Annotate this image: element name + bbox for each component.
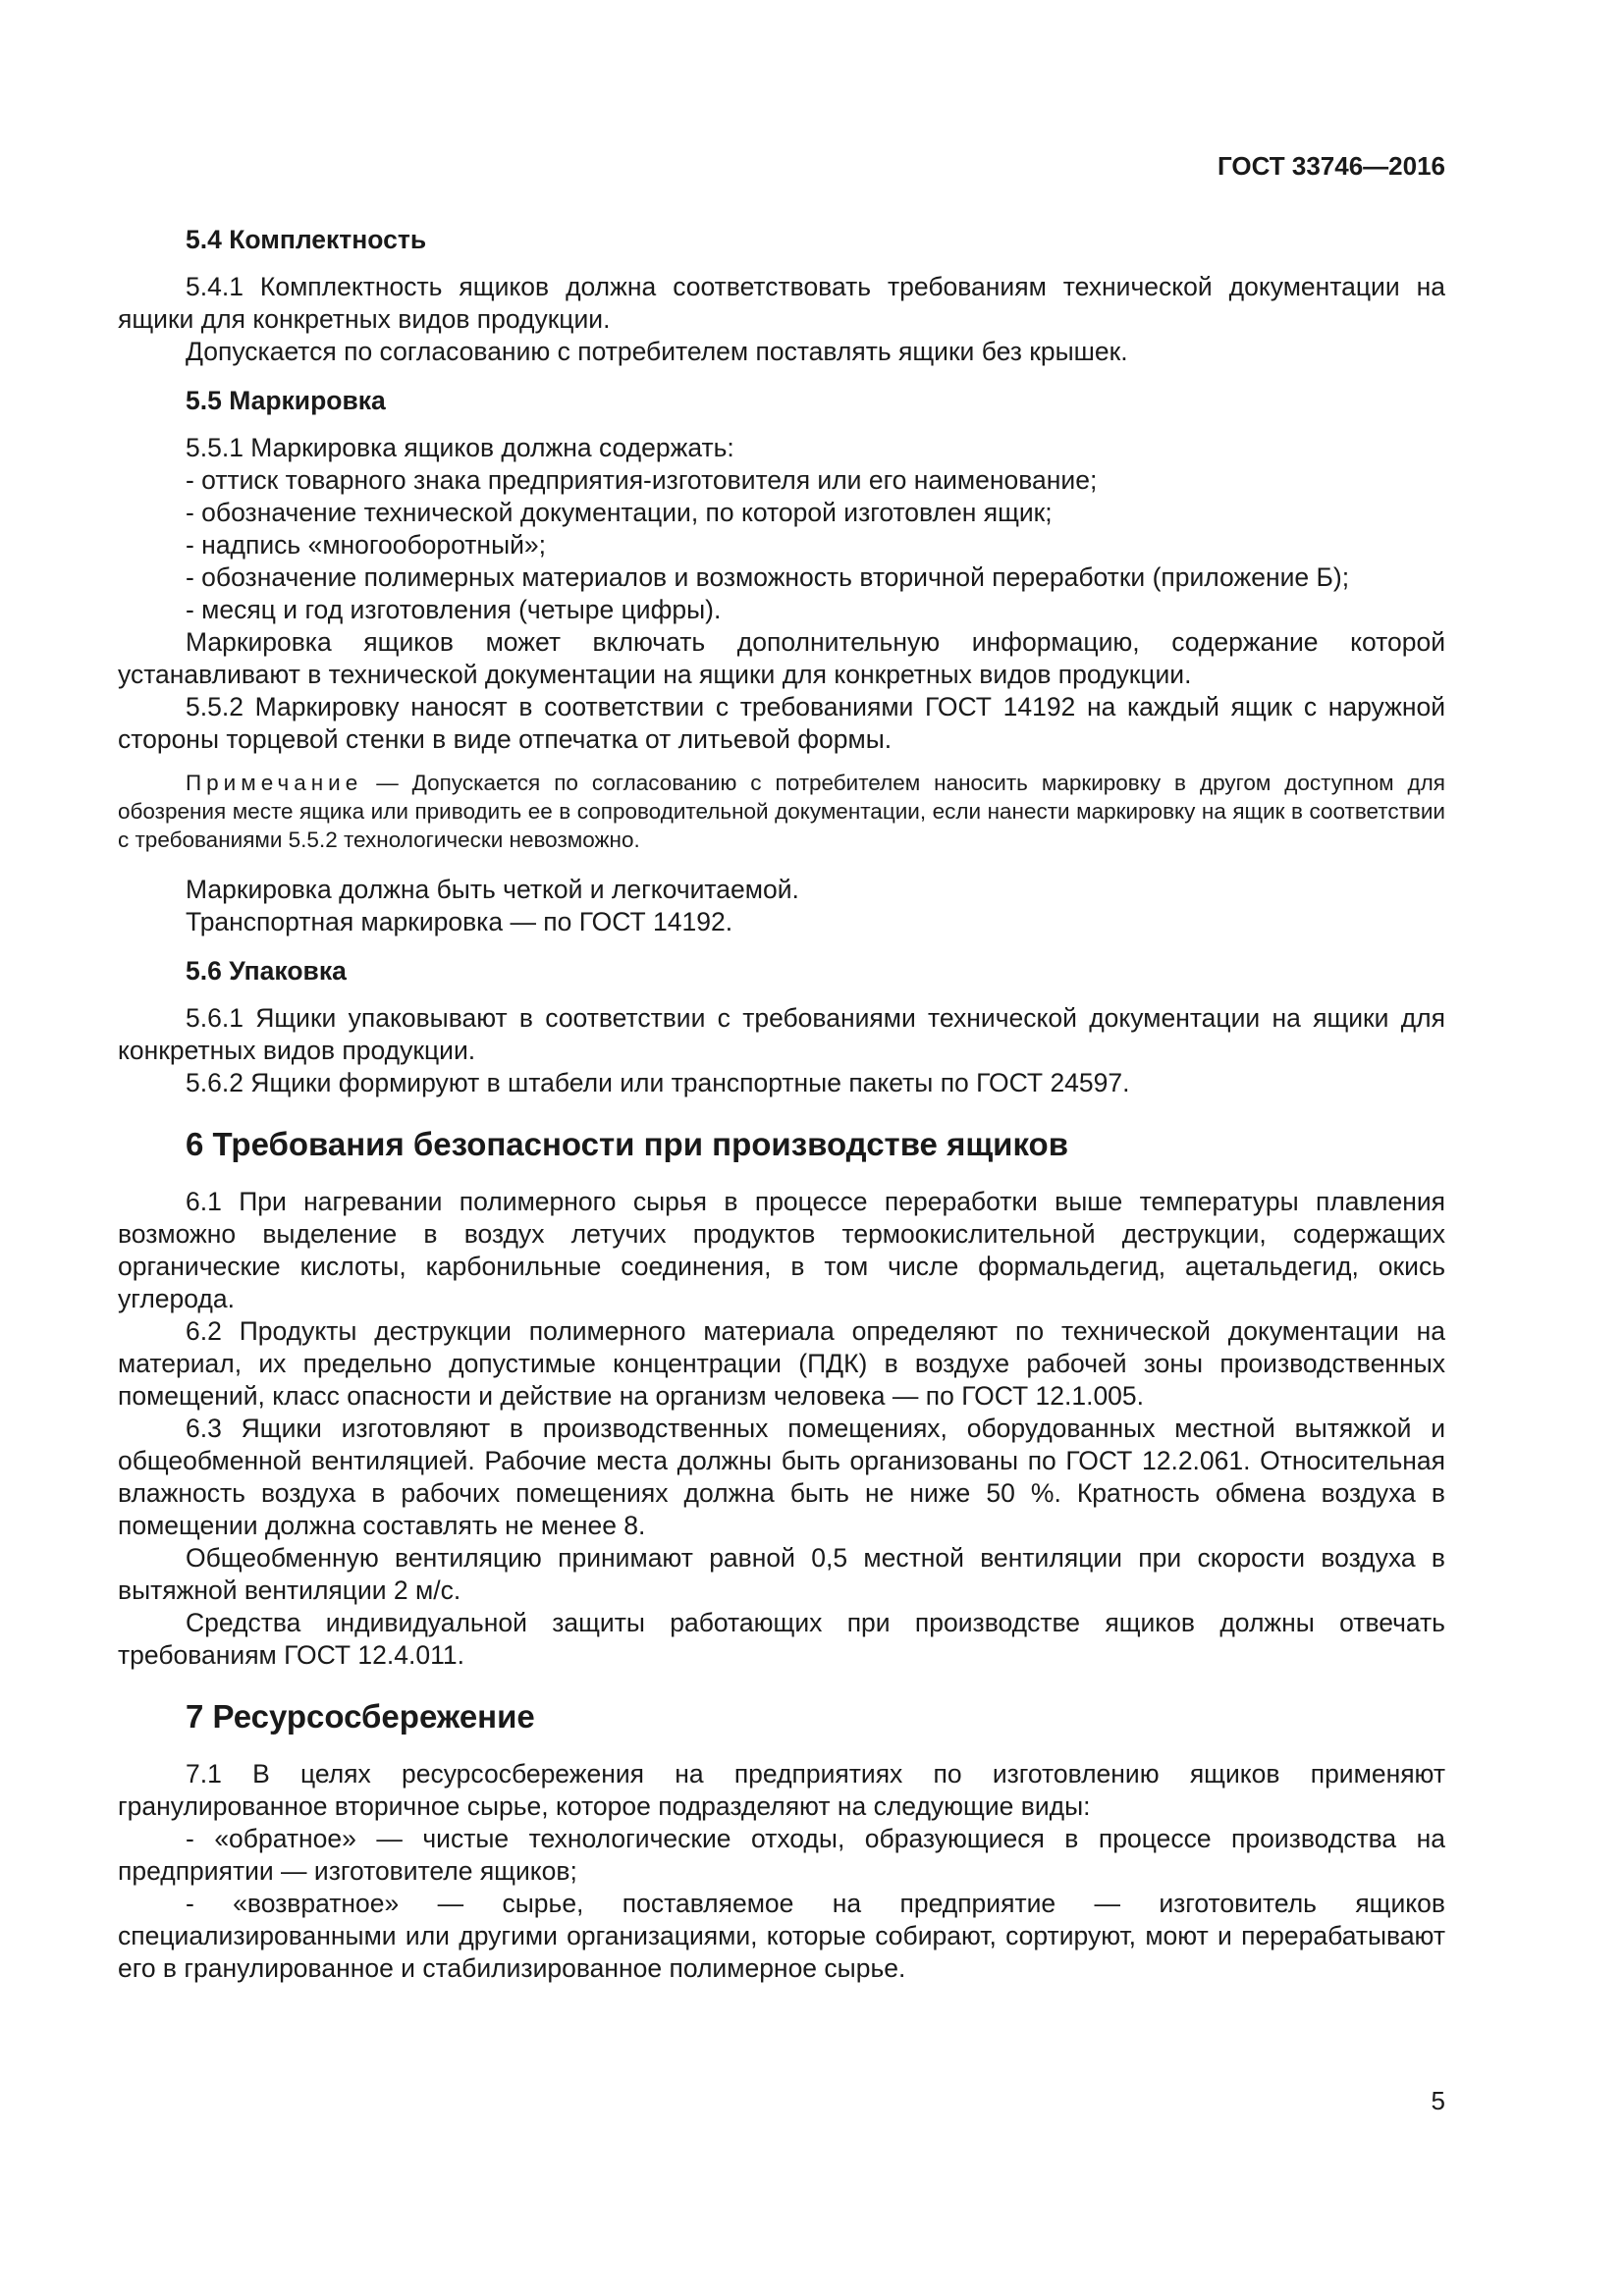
list-item: - обозначение полимерных материалов и возможность вторичной переработки (приложение Б); xyxy=(186,562,1350,592)
note-label: Примечание xyxy=(186,771,363,795)
paragraph-transport-marking: Транспортная маркировка — по ГОСТ 14192. xyxy=(186,907,733,936)
page-number: 5 xyxy=(1431,2086,1445,2115)
list-item: - надпись «многооборотный»; xyxy=(186,530,547,560)
document-body xyxy=(118,224,1445,1985)
section-6-title: 6 Требования безопасности при производстве ящиков xyxy=(186,1126,1068,1162)
paragraph-7-1-returnable: - «возвратное» — сырье, поставляемое на предприятие — изготовитель ящиков специализированными или другими организациями, которые собирают, сортируют, моют и перерабатывают его в гранулированное и стабилизированное полимерное сырье. xyxy=(118,1889,1445,1983)
section-5-4-title: 5.4 Комплектность xyxy=(186,225,427,254)
list-item: - месяц и год изготовления (четыре цифры). xyxy=(186,595,722,624)
section-5-5-title: 5.5 Маркировка xyxy=(186,386,386,415)
paragraph-5-4-note: Допускается по согласованию с потребителем поставлять ящики без крышек. xyxy=(186,337,1128,366)
paragraph-5-6-1: 5.6.1 Ящики упаковывают в соответствии с требованиями технической документации на ящики для конкретных видов продукции. xyxy=(118,1003,1445,1065)
paragraph-6-2: 6.2 Продукты деструкции полимерного материала определяют по технической документации на материал, их предельно допустимые концентрации (ПДК) в воздухе рабочей зоны производственных помещений, класс опасности и действие на организм человека — по ГОСТ 12.1.005. xyxy=(118,1316,1445,1411)
paragraph-6-protection: Средства индивидуальной защиты работающих при производстве ящиков должны отвечать требованиям ГОСТ 12.4.011. xyxy=(118,1608,1445,1670)
section-7-title: 7 Ресурсосбережение xyxy=(186,1698,535,1735)
section-5-6-title: 5.6 Упаковка xyxy=(186,956,347,986)
document-page xyxy=(118,0,1445,2296)
document-code: ГОСТ 33746—2016 xyxy=(1218,151,1445,181)
paragraph-marking-clear: Маркировка должна быть четкой и легкочитаемой. xyxy=(186,875,799,904)
note-block xyxy=(118,769,1445,854)
paragraph-5-5-1: 5.5.1 Маркировка ящиков должна содержать: xyxy=(186,433,734,462)
list-item: - обозначение технической документации, по которой изготовлен ящик; xyxy=(186,498,1053,527)
paragraph-5-5-additional: Маркировка ящиков может включать дополнительную информацию, содержание которой устанавливают в технической документации на ящики для конкретных видов продукции. xyxy=(118,627,1445,689)
paragraph-7-1-reverse: - «обратное» — чистые технологические отходы, образующиеся в процессе производства на предприятии — изготовителе ящиков; xyxy=(118,1824,1445,1886)
list-item: - оттиск товарного знака предприятия-изготовителя или его наименование; xyxy=(186,465,1098,495)
note-text: — Допускается по согласованию с потребителем наносить маркировку в другом доступном для обозрения месте ящика или приводить ее в сопроводительной документации, если нанести маркировку на ящик в соответствии с требованиями 5.5.2 технологически невозможно. xyxy=(118,771,1445,852)
paragraph-6-3: 6.3 Ящики изготовляют в производственных помещениях, оборудованных местной вытяжкой и общеобменной вентиляцией. Рабочие места должны быть организованы по ГОСТ 12.2.061. Относительная влажность воздуха в рабочих помещениях должна быть не ниже 50 %. Кратность обмена воздуха в помещении должна составлять не менее 8. xyxy=(118,1414,1445,1540)
paragraph-6-1: 6.1 При нагревании полимерного сырья в процессе переработки выше температуры плавления возможно выделение в воздух летучих продуктов термоокислительной деструкции, содержащих органические кислоты, карбонильные соединения, в том числе формальдегид, ацетальдегид, окись углерода. xyxy=(118,1187,1445,1313)
paragraph-5-6-2: 5.6.2 Ящики формируют в штабели или транспортные пакеты по ГОСТ 24597. xyxy=(186,1068,1130,1097)
paragraph-7-1: 7.1 В целях ресурсосбережения на предприятиях по изготовлению ящиков применяют гранулированное вторичное сырье, которое подразделяют на следующие виды: xyxy=(118,1759,1445,1821)
paragraph-6-ventilation: Общеобменную вентиляцию принимают равной 0,5 местной вентиляции при скорости воздуха в вытяжной вентиляции 2 м/с. xyxy=(118,1543,1445,1605)
paragraph-5-4-1: 5.4.1 Комплектность ящиков должна соответствовать требованиям технической документации на ящики для конкретных видов продукции. xyxy=(118,272,1445,334)
paragraph-5-5-2: 5.5.2 Маркировку наносят в соответствии с требованиями ГОСТ 14192 на каждый ящик с наружной стороны торцевой стенки в виде отпечатка от литьевой формы. xyxy=(118,692,1445,754)
